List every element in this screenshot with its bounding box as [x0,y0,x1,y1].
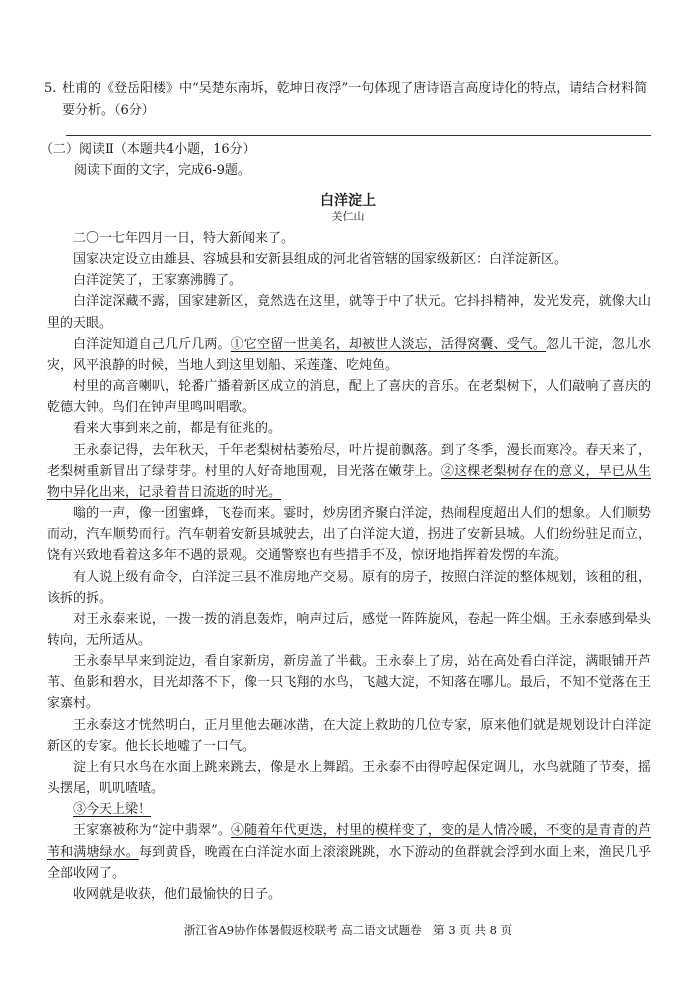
paragraph: 王永泰这才恍然明白，正月里他去砸冰凿，在大淀上救助的几位专家，原来他们就是规划设计白洋淀新区的专家。他长长地嘘了一口气。 [47,717,651,754]
paragraph: 白洋淀知道自己几斤几两。①它空留一世美名，却被世人淡忘，活得窝囊、受气。忽儿干淀，忽儿水灾，风平浪静的时候，当地人到这里划船、采莲蓬、吃炖鱼。 [47,336,651,373]
section-instruction: 阅读下面的文字，完成6-9题。 [74,163,251,178]
paragraph: 王家寨被称为“淀中翡翠”。④随着年代更迭，村里的模样变了，变的是人情冷暖，不变的是青青的芦苇和满塘绿水。每到黄昏，晚霞在白洋淀水面上滚滚跳跳，水下游动的鱼群就会浮到水面上来，渔民几乎全部收网了。 [47,823,651,881]
paragraph: 淀上有只水鸟在水面上跳来跳去，像是水上舞蹈。王永泰不由得哼起保定调儿，水鸟就随了节奏，摇头摆尾，叽叽喳喳。 [47,759,651,797]
paragraph: 看来大事到来之前，都是有征兆的。 [73,421,282,437]
underlined-sentence-3: ③今天上梁！ [73,802,152,818]
paragraph: 王永泰记得，去年秋天，千年老梨树枯萎殆尽，叶片提前飘落。到了冬季，漫长而寒冷。春天来了，老梨树重新冒出了绿芽芽。村里的人好奇地围观，目光落在嫩芽上。②这棵老梨树存在的意义，早已从生物中异化出来，记录着昔日流逝的时光。 [47,442,651,500]
paragraph: 嗡的一声，像一团蜜蜂，飞卷而来。霎时，炒房团齐聚白洋淀，热闹程度超出人们的想象。人们顺势而动，汽车顺势而行。汽车朝着安新县城驶去，出了白洋淀大道，拐进了安新县城。人们纷纷驻足而立，饶有兴致地看着这多年不遇的景观。交通警察也有些措手不及，惊讶地指挥着发愣的车流。 [47,506,651,564]
paragraph [47,799,651,820]
paragraph: 国家决定设立由雄县、容城县和安新县组成的河北省管辖的国家级新区：白洋淀新区。 [73,252,568,268]
article-author: 关仁山 [331,210,365,223]
paragraph: 对王永泰来说，一拨一拨的消息轰炸，响声过后，感觉一阵阵旋风，卷起一阵尘烟。王永泰感到晕头转向，无所适从。 [47,611,651,648]
paragraph: 收网就是收获，他们最愉快的日子。 [73,886,282,902]
underlined-sentence-2: ②这棵老梨树存在的意义，早已从生物中异化出来，记录着昔日流逝的时光。 [47,463,651,500]
question-text: 杜甫的《登岳阳楼》中“吴楚东南坼，乾坤日夜浮”一句体现了唐诗语言高度诗化的特点，请结合材料简要分析。（6分） [62,81,648,118]
paragraph: 二〇一七年四月一日，特大新闻来了。 [73,231,295,246]
section-heading: （二）阅读Ⅱ（本题共4小题，16分） [40,142,256,157]
answer-line [66,135,651,136]
paragraph: 白洋淀深藏不露，国家建新区，竟然选在这里，就等于中了状元。它抖抖精神，发光发亮，就像大山里的天眼。 [47,294,651,331]
paragraph: 村里的高音喇叭，轮番广播着新区成立的消息，配上了喜庆的音乐。在老梨树下，人们敲响了喜庆的乾德大钟。鸟们在钟声里鸣叫唱歌。 [47,379,651,416]
page-footer: 浙江省A9协作体暑假返校联考 高二语文试题卷 第 3 页 共 8 页 [183,923,513,937]
question-number: 5. [44,81,57,96]
article-body [47,228,651,905]
paragraph: 有人说上级有命令，白洋淀三县不准房地产交易。原有的房子，按照白洋淀的整体规划，该租的租，该拆的拆。 [47,569,651,606]
article-title: 白洋淀上 [320,193,376,209]
paragraph: 白洋淀笑了，王家寨沸腾了。 [73,273,243,289]
paragraph: 王永泰早早来到淀边，看自家新房，新房盖了半截。王永泰上了房，站在高处看白洋淀，满眼铺开芦苇、鱼影和碧水，目光却落不下，像一只飞翔的水鸟，飞越大淀，不知落在哪儿。最后，不知不觉落在王家寨村。 [47,654,651,712]
underlined-sentence-1: ①它空留一世美名，却被世人淡忘，活得窝囊、受气。 [230,336,546,352]
question-5 [44,78,656,122]
underlined-sentence-4: ④随着年代更迭，村里的模样变了，变的是人情冷暖，不变的是青青的芦苇和满塘绿水。 [47,823,651,860]
